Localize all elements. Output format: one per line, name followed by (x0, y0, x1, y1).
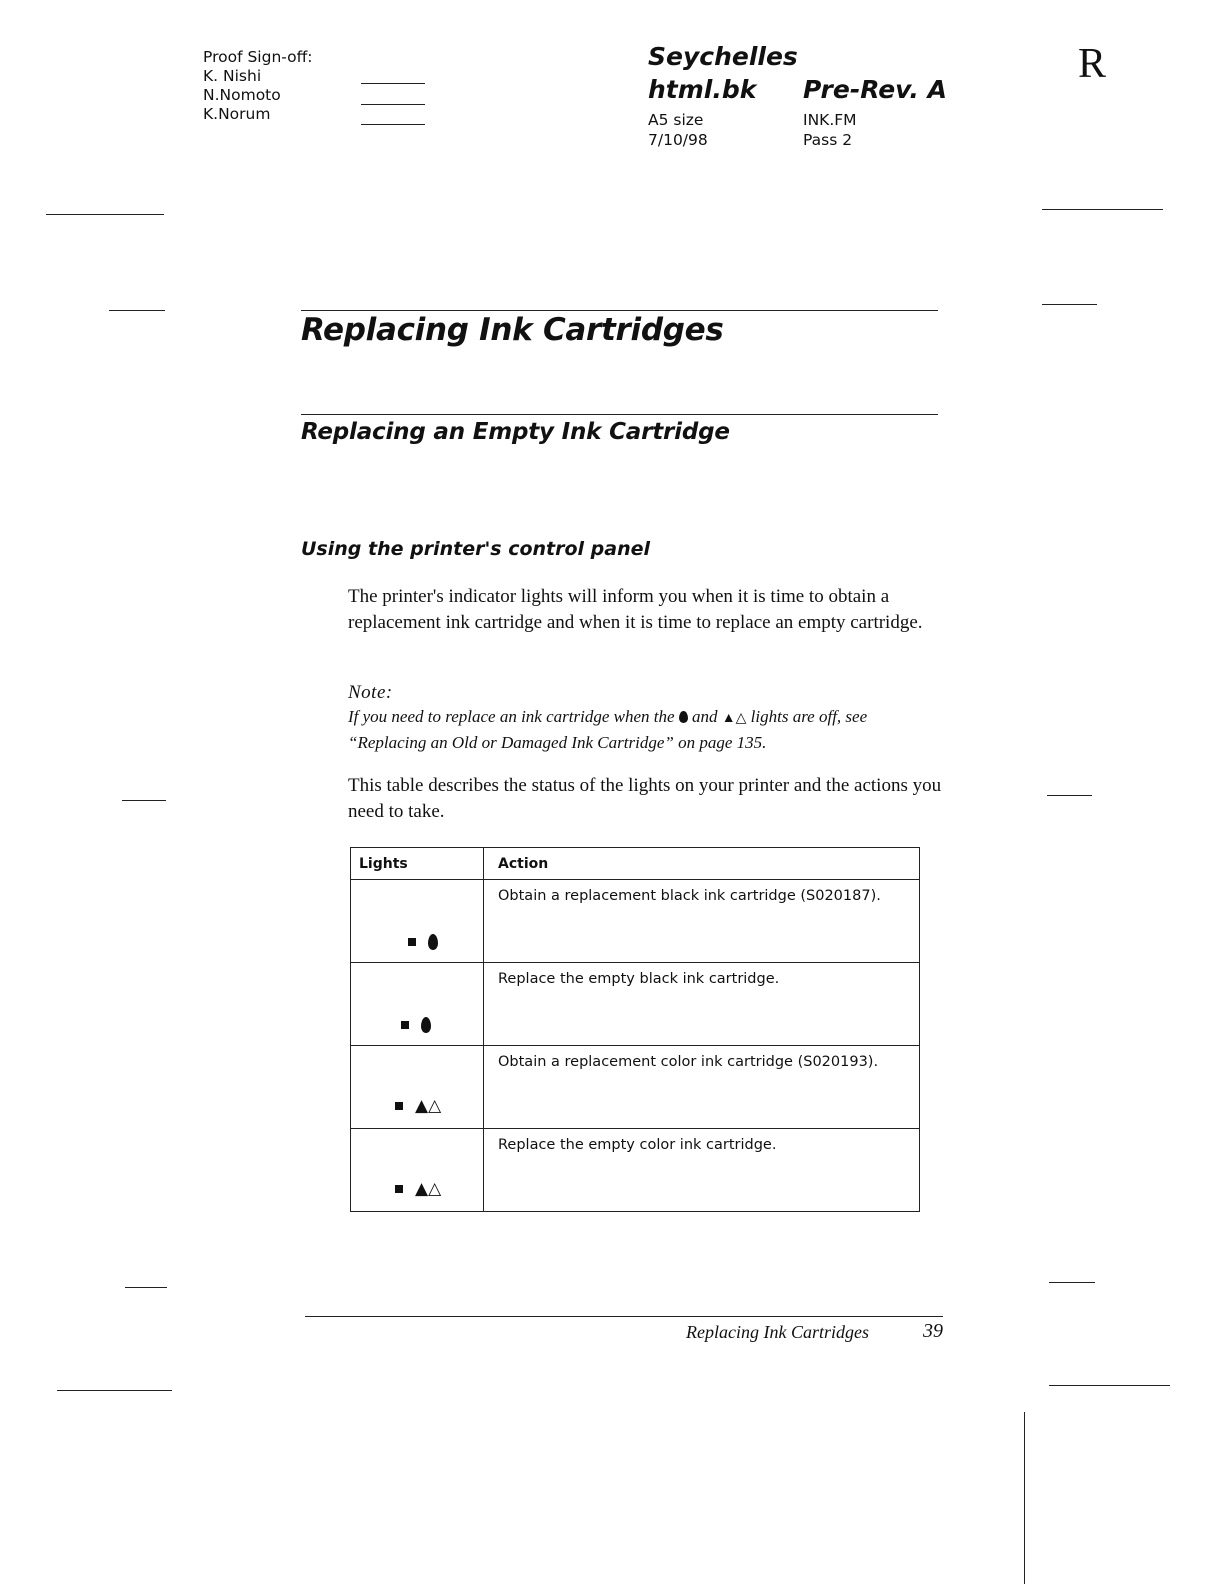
crop-mark (122, 800, 166, 801)
doc-meta-left (648, 110, 708, 150)
crop-mark (125, 1287, 167, 1288)
signoff-title: Proof Sign-off: (203, 48, 313, 66)
table-header-row (351, 848, 920, 880)
action-cell: Obtain a replacement black ink cartridge (S020187). (484, 880, 920, 963)
black-ink-icon (421, 1017, 431, 1033)
header-action: Action (484, 848, 920, 880)
corner-mark: R (1078, 41, 1107, 87)
light-status (401, 1017, 431, 1033)
signoff-name: K. Nishi (203, 67, 262, 85)
lights-table (350, 847, 920, 1212)
page-size: A5 size (648, 111, 704, 129)
fm-file: INK.FM (803, 111, 857, 129)
revision: Pre-Rev. A (803, 75, 947, 104)
light-status (395, 1096, 441, 1116)
doc-title-block (648, 40, 798, 106)
signature-line (361, 104, 425, 105)
footer-rule (305, 1316, 943, 1317)
table-row (351, 1046, 920, 1129)
doc-file: html.bk (648, 75, 757, 104)
note-text-part: and (692, 707, 718, 726)
crop-mark (57, 1390, 172, 1391)
crop-mark (1024, 1412, 1025, 1584)
crop-mark (1049, 1282, 1095, 1283)
table-intro: This table describes the status of the lights on your printer and the actions you need to take. (348, 775, 942, 822)
square-light-icon (401, 1021, 409, 1029)
light-status (408, 934, 438, 950)
proof-signoff (203, 48, 313, 124)
doc-title: Seychelles (648, 42, 798, 71)
page-number: 39 (923, 1320, 943, 1342)
square-light-icon (408, 938, 416, 946)
crop-mark (1047, 795, 1092, 796)
intro-paragraph: The printer's indicator lights will inform you when it is time to obtain a replacement ink cartridge and when it is time to replace an empty cartridge. (348, 586, 923, 633)
lights-cell (351, 1046, 484, 1129)
square-light-icon (395, 1185, 403, 1193)
color-ink-icon: ▲△ (415, 1096, 442, 1116)
subsection-title: Using the printer's control panel (301, 538, 651, 560)
lights-cell (351, 880, 484, 963)
section-rule (301, 414, 938, 415)
note-text-part: lights are off, see “Replacing an Old or Damaged Ink Cartridge” on page 135. (348, 707, 868, 752)
table-row (351, 963, 920, 1046)
table-row (351, 1129, 920, 1212)
note-label: Note: (348, 682, 393, 703)
signature-line (361, 83, 425, 84)
black-ink-icon (428, 934, 438, 950)
note-text-part: If you need to replace an ink cartridge when the (348, 707, 675, 726)
crop-mark (46, 214, 164, 215)
color-ink-icon: ▲△ (721, 711, 747, 726)
chapter-title: Replacing Ink Cartridges (301, 312, 724, 348)
note-text (348, 705, 948, 755)
lights-cell (351, 963, 484, 1046)
doc-date: 7/10/98 (648, 131, 708, 149)
doc-meta-right (803, 110, 857, 150)
square-light-icon (395, 1102, 403, 1110)
signature-line (361, 124, 425, 125)
crop-mark (109, 310, 165, 311)
light-status (395, 1179, 441, 1199)
signoff-name: K.Norum (203, 105, 271, 123)
chapter-rule (301, 310, 938, 311)
lights-cell (351, 1129, 484, 1212)
black-ink-icon (679, 711, 688, 723)
action-cell: Obtain a replacement color ink cartridge (S020193). (484, 1046, 920, 1129)
color-ink-icon: ▲△ (415, 1179, 442, 1199)
crop-mark (1042, 209, 1163, 210)
signoff-name: N.Nomoto (203, 86, 281, 104)
footer-title: Replacing Ink Cartridges (686, 1322, 869, 1342)
section-title: Replacing an Empty Ink Cartridge (301, 419, 730, 445)
header-lights: Lights (351, 848, 484, 880)
action-cell: Replace the empty color ink cartridge. (484, 1129, 920, 1212)
pass-number: Pass 2 (803, 131, 853, 149)
crop-mark (1049, 1385, 1170, 1386)
action-cell: Replace the empty black ink cartridge. (484, 963, 920, 1046)
table-row (351, 880, 920, 963)
crop-mark (1042, 304, 1097, 305)
